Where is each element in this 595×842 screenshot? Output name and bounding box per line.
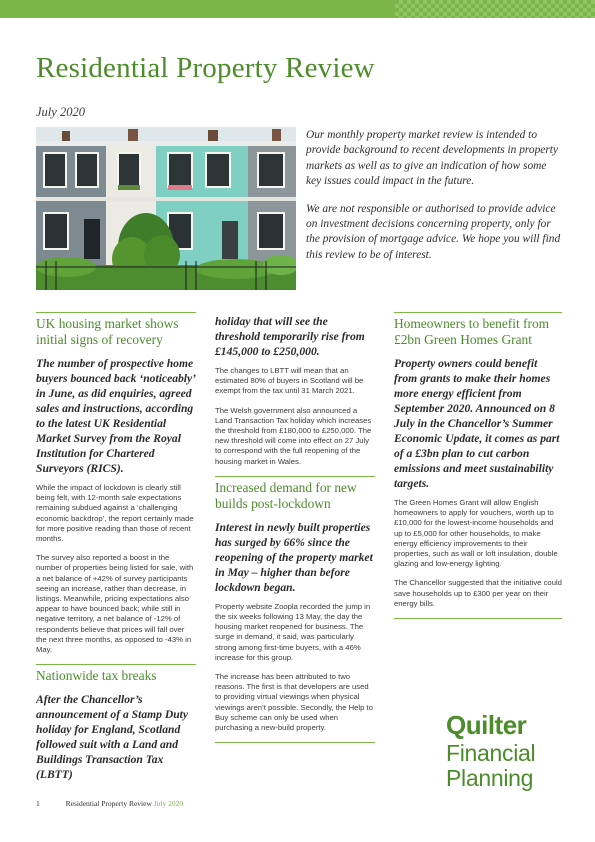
section-lead: The number of prospective home buyers bounced back ‘noticeably’ in June, as did enquiries, agreed sales and instructions, according to the latest UK Residential Market Survey from the Royal Institution for Chartered Surveyors (RICS). xyxy=(36,357,196,475)
page-footer xyxy=(36,799,183,808)
top-brand-bar xyxy=(0,0,595,18)
section-lead: After the Chancellor’s announcement of a Stamp Duty holiday for England, Scotland followed suit with a Land and Buildings Transaction Tax (LBTT) xyxy=(36,693,189,782)
logo-line-3: Planning xyxy=(446,765,534,791)
section-lead: Property owners could benefit from grants to make their homes more energy efficient from September 2020. Announced on 8 July in the Chancellor’s Summer Economic Update, it comes as part of a £3bn plan to cut carbon emissions and meet sustainability targets. xyxy=(394,357,560,490)
section-paragraph: The changes to LBTT will mean that an estimated 80% of buyers in Scotland will be exempt from the tax until 31 March 2021. xyxy=(215,366,364,396)
footer-label: Residential Property Review xyxy=(65,799,152,808)
section-heading-tax-breaks: Nationwide tax breaks xyxy=(36,668,157,684)
section-paragraph: The Chancellor suggested that the initiative could save households up to £300 per year on their energy bills. xyxy=(394,578,562,608)
section-heading-green-homes: Homeowners to benefit from £2bn Green Homes Grant xyxy=(394,316,550,347)
section-rule xyxy=(394,618,562,619)
section-rule xyxy=(394,312,562,313)
logo-line-1: Quilter xyxy=(446,710,527,740)
column-left xyxy=(36,312,196,789)
section-paragraph: The Welsh government also announced a Land Transaction Tax holiday which increases the threshold from £180,000 to £250,000. The new threshold will come into effect on 27 July to correspond with the full reopening of the housing market in Wales. xyxy=(215,405,372,466)
checker-pattern xyxy=(395,0,595,18)
page-title: Residential Property Review xyxy=(36,52,375,84)
section-paragraph: Property website Zoopla recorded the jump in the six weeks following 13 May, the day the housing market reopened for business. The surge in demand, it said, was particularly strong among first-time buyers, with a 46% increase for this group. xyxy=(215,601,371,662)
section-lead-continued: holiday that will see the threshold temporarily rise from £145,000 to £250,000. xyxy=(215,315,365,358)
section-paragraph: The survey also reported a boost in the number of properties being listed for sale, with a net balance of +42% of survey participants seeing an increase, rather than decrease, in listings. Meanwhile, pricing expectations also appear to have bounced back; while still in negative territory, a net balance of -12% of respondents believe that prices will fall over the next three months, as opposed to -43% in May. xyxy=(36,553,194,655)
issue-date: July 2020 xyxy=(36,105,85,119)
section-heading-new-builds: Increased demand for new builds post-lockdown xyxy=(215,479,357,511)
intro-text xyxy=(306,128,561,275)
column-middle xyxy=(215,314,375,746)
quilter-logo xyxy=(446,712,535,790)
section-rule xyxy=(36,664,196,665)
section-rule xyxy=(215,476,375,477)
disclaimer-paragraph: We are not responsible or authorised to provide advice on investment decisions concerning property, only for the provision of mortgage advice. We hope you will find this review to be of interest. xyxy=(306,202,561,261)
section-paragraph: The increase has been attributed to two reasons. The first is that developers are used to providing virtual viewings when physical viewings aren’t possible. Secondly, the Help to Buy scheme can only be used when purchasing a new-build property. xyxy=(215,672,373,733)
houses-photo xyxy=(36,127,296,290)
intro-paragraph: Our monthly property market review is intended to provide background to recent developments in property markets as well as to give an indication of how some key issues could impact in the future. xyxy=(306,129,558,188)
section-heading-uk-housing: UK housing market shows initial signs of recovery xyxy=(36,316,179,347)
section-lead: Interest in newly built properties has surged by 66% since the reopening of the property market in May – higher than before lockdown began. xyxy=(215,520,373,594)
section-paragraph: The Green Homes Grant will allow English homeowners to apply for vouchers, worth up to £10,000 for the lowest-income households and up to £5,000 for other households, to make energy efficiency improvements to their properties, such as wall or loft insulation, double glazing and low-energy lighting. xyxy=(394,498,558,569)
footer-date: July 2020 xyxy=(153,799,184,808)
section-rule xyxy=(36,312,196,313)
section-rule xyxy=(215,742,375,743)
column-right xyxy=(394,312,562,622)
section-paragraph: While the impact of lockdown is clearly still being felt, with 12-month sale expectations remaining subdued against a ‘challenging economic backdrop’, the report certainly made for more positive reading than those of recent months. xyxy=(36,483,194,544)
page-number: 1 xyxy=(36,799,40,808)
logo-line-2: Financial xyxy=(446,740,536,766)
